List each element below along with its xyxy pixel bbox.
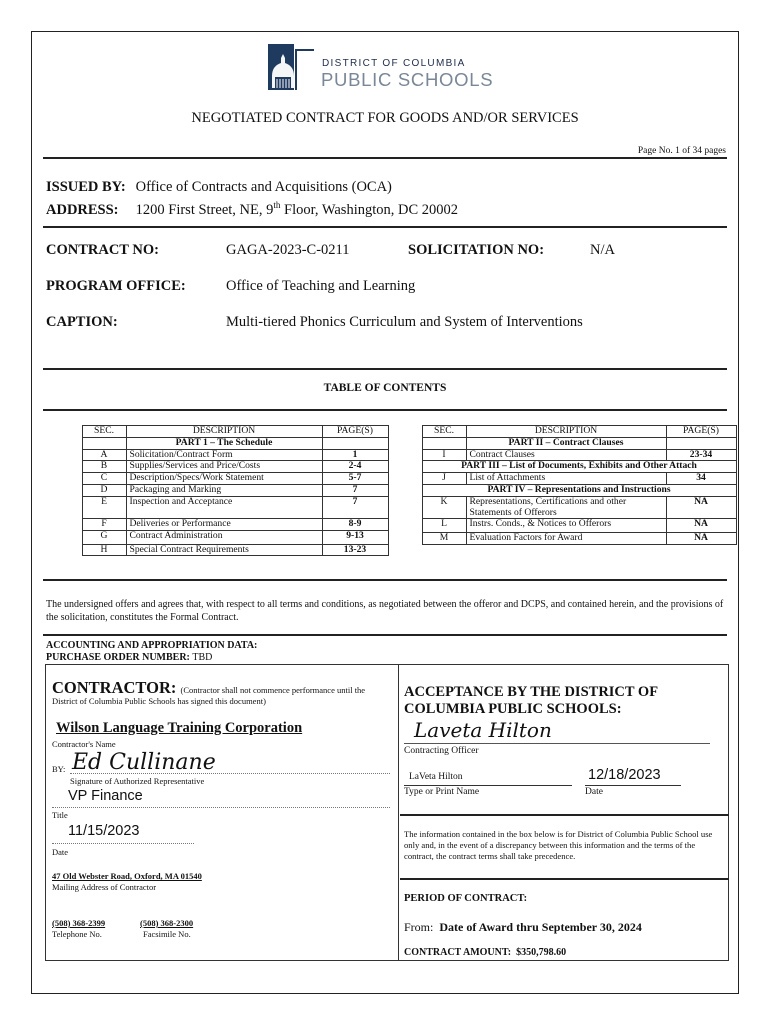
logo-public-schools-text: PUBLIC SCHOOLS	[321, 69, 494, 90]
table-row: J List of Attachments 34	[395, 473, 736, 485]
divider	[43, 157, 727, 159]
date-label: Date	[52, 847, 69, 857]
contract-no-label: CONTRACT NO:	[46, 242, 159, 258]
issued-by-value: Office of Contracts and Acquisitions (OCA)	[135, 179, 392, 195]
toc-part-2: PART II – Contract Clauses	[466, 437, 666, 449]
toc-header-sec: SEC.	[422, 426, 466, 438]
table-row: H Special Contract Requirements 13-23	[44, 544, 388, 556]
contractor-name-label: Contractor's Name	[52, 739, 116, 749]
contractor-signature: Ed Cullinane	[72, 750, 216, 775]
contractor-address: 47 Old Webster Road, Oxford, MA 01540	[52, 871, 202, 881]
contractor-heading: CONTRACTOR: (Contractor shall not commence performance until the	[52, 678, 366, 697]
program-office-value: Office of Teaching and Learning	[226, 278, 416, 294]
signature-label: Signature of Authorized Representative	[70, 776, 205, 786]
contractor-title-value: VP Finance	[68, 788, 143, 804]
divider	[43, 226, 727, 228]
table-row: D Packaging and Marking 7	[44, 484, 388, 496]
print-name-label: Type or Print Name	[404, 787, 480, 797]
accounting-block	[46, 640, 257, 663]
officer-signature-line	[404, 743, 710, 744]
table-row: L Instrs. Conds., & Notices to Offerors NA	[395, 519, 736, 533]
divider	[43, 368, 727, 370]
table-row: A Solicitation/Contract Form 1	[44, 449, 388, 461]
officer-signature: Laveta Hilton	[414, 718, 552, 742]
address-label: ADDRESS:	[46, 201, 119, 218]
agreement-text: The undersigned offers and agrees that, with respect to all terms and conditions, as negotiated between the offeror and DCPS, and contained herein, and the provisions of the solicitation, constitutes the Formal Contract.	[46, 599, 724, 623]
address-value: 1200 First Street, NE, 9th Floor, Washington, DC 20002	[135, 200, 459, 218]
officer-label: Contracting Officer	[404, 746, 479, 756]
date-line	[52, 843, 194, 844]
accounting-label: ACCOUNTING AND APPROPRIATION DATA:	[46, 640, 258, 651]
capitol-dome-logo-icon	[268, 44, 314, 90]
dcps-info-text: The information contained in the box below is for District of Columbia Public School use only and, in the event of a discrepancy between this information and the terms of the contract, the contract terms shall take precedence.	[404, 829, 713, 861]
toc-header-sec: SEC.	[82, 426, 126, 438]
acceptance-heading: ACCEPTANCE BY THE DISTRICT OF COLUMBIA PUBLIC SCHOOLS:	[404, 684, 659, 717]
solicitation-no-value: N/A	[590, 242, 615, 258]
contractor-name: Wilson Language Training Corporation	[56, 720, 303, 736]
po-value: TBD	[192, 651, 213, 663]
signature-line	[70, 773, 390, 774]
table-row: F Deliveries or Performance 8-9	[44, 518, 388, 530]
fax-label: Facsimile No.	[143, 929, 191, 939]
program-office-label: PROGRAM OFFICE:	[46, 278, 186, 294]
toc-header-desc: DESCRIPTION	[466, 426, 666, 438]
toc-part-1: PART 1 – The Schedule	[126, 437, 322, 449]
logo-district-text: DISTRICT OF COLUMBIA	[322, 58, 466, 69]
caption-value: Multi-tiered Phonics Curriculum and System of Interventions	[226, 314, 583, 330]
contractor-date-value: 11/15/2023	[68, 823, 140, 839]
toc-table-left	[44, 425, 389, 556]
divider	[43, 634, 727, 636]
table-row: M Evaluation Factors for Award NA	[395, 533, 736, 545]
caption-label: CAPTION:	[46, 314, 118, 330]
table-row: G Contract Administration 9-13	[44, 530, 388, 544]
officer-date-label: Date	[585, 787, 603, 797]
divider	[400, 878, 729, 880]
title-label: Title	[52, 810, 68, 820]
period-value: From: Date of Award thru September 30, 2024	[404, 920, 642, 934]
telephone-value: (508) 368-2399	[52, 918, 106, 928]
officer-date-value: 12/18/2023	[588, 767, 661, 783]
fax-value: (508) 368-2300	[140, 918, 194, 928]
contract-amount: CONTRACT AMOUNT: $350,798.60	[404, 947, 567, 958]
toc-header-pages: PAGE(S)	[666, 426, 736, 438]
print-name-value: LaVeta Hilton	[409, 772, 463, 782]
issuer-block	[46, 178, 458, 219]
toc-part-3: PART III – List of Documents, Exhibits and Other Attach	[422, 461, 736, 473]
page-number: Page No. 1 of 34 pages	[637, 146, 726, 156]
document-title: NEGOTIATED CONTRACT FOR GOODS AND/OR SERVICES	[191, 110, 579, 126]
box-divider	[398, 665, 399, 960]
issued-by-label: ISSUED BY:	[46, 179, 126, 195]
telephone-label: Telephone No.	[52, 929, 102, 939]
toc-part-4: PART IV – Representations and Instructions	[422, 484, 736, 496]
table-row: C Description/Specs/Work Statement 5-7	[44, 473, 388, 485]
table-row: K Representations, Certifications and other Statements of Offerors NA	[395, 496, 736, 519]
divider	[43, 409, 727, 411]
address-label: Mailing Address of Contractor	[52, 882, 157, 892]
divider	[43, 579, 727, 581]
table-row: I Contract Clauses 23-34	[395, 449, 736, 461]
solicitation-no-label: SOLICITATION NO:	[408, 242, 545, 258]
toc-title: TABLE OF CONTENTS	[323, 382, 447, 394]
toc-table-right	[395, 425, 737, 545]
contract-no-value: GAGA-2023-C-0211	[226, 242, 350, 258]
contractor-note: (Contractor shall not commence performance until the	[180, 685, 366, 695]
divider	[400, 814, 729, 816]
po-label: PURCHASE ORDER NUMBER:	[46, 651, 190, 663]
by-label: BY:	[52, 764, 66, 774]
table-row: B Supplies/Services and Price/Costs 2-4	[44, 461, 388, 473]
print-name-line	[404, 785, 572, 786]
officer-date-line	[585, 785, 681, 786]
title-line	[52, 807, 390, 808]
toc-header-desc: DESCRIPTION	[126, 426, 322, 438]
contractor-note-2: District of Columbia Public Schools has signed this document)	[52, 696, 266, 706]
period-label: PERIOD OF CONTRACT:	[404, 893, 528, 904]
toc-header-pages: PAGE(S)	[322, 426, 388, 438]
table-row: E Inspection and Acceptance 7	[44, 496, 388, 518]
